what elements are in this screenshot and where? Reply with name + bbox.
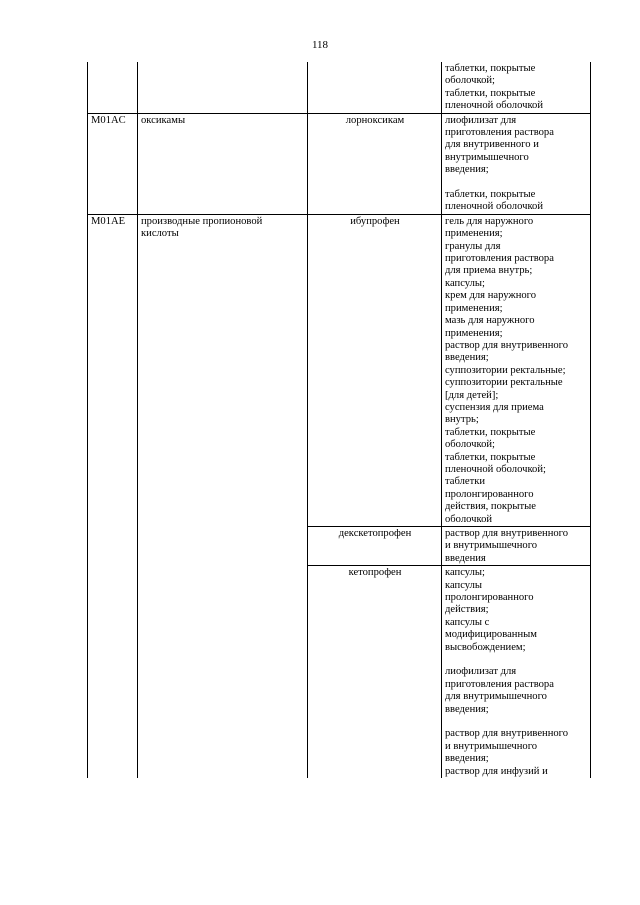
dosage-form-line: таблетки, покрытые	[445, 451, 536, 463]
dosage-form-line: оболочкой;	[445, 439, 495, 451]
dosage-form-line: приготовления раствора	[445, 127, 554, 139]
dosage-form-line: суспензия для приема	[445, 401, 544, 413]
dosage-form-line: пленочной оболочкой	[445, 201, 544, 213]
group-name-line: производные пропионовой	[141, 215, 263, 227]
dosage-form-line: капсулы	[445, 579, 483, 591]
drug-name: ибупрофен	[350, 215, 400, 227]
dosage-form-line: введения;	[445, 352, 489, 364]
dosage-form-line: [для детей];	[445, 389, 499, 401]
group-name-cell	[138, 62, 308, 113]
dosage-form-line	[445, 654, 588, 666]
atc-code: M01AE	[91, 215, 126, 227]
dosage-form-line: таблетки, покрытые	[445, 426, 536, 438]
dosage-form-line: капсулы;	[445, 277, 485, 289]
dosage-form-line: раствор для внутривенного	[445, 528, 569, 540]
dosage-form-line: введения;	[445, 703, 489, 715]
group-name-line: оксикамы	[141, 114, 186, 126]
page-number: 118	[311, 39, 329, 51]
drug-name: кетопрофен	[348, 567, 402, 579]
dosage-forms-cell	[442, 214, 591, 526]
table-row	[88, 214, 591, 526]
dosage-form-line: применения;	[445, 327, 503, 339]
dosage-form-line	[445, 177, 588, 189]
drug-name-cell	[308, 527, 442, 566]
atc-code-cell	[88, 214, 138, 526]
dosage-form-line: и внутримышечного	[445, 740, 538, 752]
group-name-cell	[138, 566, 308, 778]
dosage-form-line: внутрь;	[445, 414, 479, 426]
dosage-form-line: введения;	[445, 753, 489, 765]
dosage-form-line: модифицированным	[445, 629, 537, 641]
dosage-form-line: введения	[445, 552, 486, 564]
dosage-form-line: капсулы с	[445, 616, 490, 628]
atc-code-cell	[88, 113, 138, 214]
table-row	[88, 527, 591, 566]
drug-name: лорноксикам	[345, 114, 405, 126]
dosage-form-line: таблетки	[445, 476, 486, 488]
dosage-form-line: оболочкой;	[445, 75, 495, 87]
dosage-form-line: применения;	[445, 302, 503, 314]
dosage-form-line: и внутримышечного	[445, 540, 538, 552]
table-row	[88, 62, 591, 113]
dosage-form-line: для внутримышечного	[445, 691, 547, 703]
dosage-form-line: капсулы;	[445, 567, 485, 579]
atc-code-cell	[88, 527, 138, 566]
table-row	[88, 566, 591, 778]
dosage-form-line: раствор для внутривенного	[445, 728, 569, 740]
dosage-form-line: крем для наружного	[445, 290, 537, 302]
dosage-forms-cell	[442, 62, 591, 113]
group-name-cell	[138, 113, 308, 214]
dosage-form-line: введения;	[445, 164, 489, 176]
drug-name-cell	[308, 113, 442, 214]
dosage-form-line: пролонгированного	[445, 488, 534, 500]
dosage-form-line: приготовления раствора	[445, 253, 554, 265]
dosage-form-line: для приема внутрь;	[445, 265, 533, 277]
dosage-forms-cell	[442, 113, 591, 214]
dosage-form-line: приготовления раствора	[445, 678, 554, 690]
dosage-form-line: лиофилизат для	[445, 666, 517, 678]
group-name-line: кислоты	[141, 228, 179, 240]
dosage-form-line: суппозитории ректальные;	[445, 364, 566, 376]
dosage-form-line: суппозитории ректальные	[445, 377, 563, 389]
dosage-form-line: таблетки, покрытые	[445, 189, 536, 201]
dosage-form-line: раствор для инфузий и	[445, 765, 548, 777]
drug-name-cell	[308, 214, 442, 526]
dosage-form-line: таблетки, покрытые	[445, 63, 536, 74]
dosage-form-line: таблетки, покрытые	[445, 87, 536, 99]
dosage-forms-cell	[442, 566, 591, 778]
group-name-cell	[138, 214, 308, 526]
dosage-form-line	[445, 716, 588, 728]
drug-name-cell	[308, 566, 442, 778]
dosage-form-line: гранулы для	[445, 240, 501, 252]
table-row	[88, 113, 591, 214]
dosage-forms-cell	[442, 527, 591, 566]
dosage-form-line: пленочной оболочкой	[445, 100, 544, 112]
dosage-form-line: внутримышечного	[445, 151, 529, 163]
dosage-form-line: лиофилизат для	[445, 114, 517, 126]
atc-code: M01AC	[91, 114, 126, 126]
medication-table	[87, 62, 591, 778]
dosage-form-line: гель для наружного	[445, 215, 534, 227]
dosage-form-line: пленочной оболочкой;	[445, 463, 546, 475]
dosage-form-line: действия, покрытые	[445, 501, 536, 513]
dosage-form-line: применения;	[445, 228, 503, 240]
dosage-form-line: для внутривенного и	[445, 139, 539, 151]
drug-name-cell	[308, 62, 442, 113]
atc-code-cell	[88, 62, 138, 113]
dosage-form-line: высвобождением;	[445, 641, 526, 653]
atc-code-cell	[88, 566, 138, 778]
dosage-form-line: раствор для внутривенного	[445, 339, 569, 351]
group-name-cell	[138, 527, 308, 566]
dosage-form-line: пролонгированного	[445, 592, 534, 604]
dosage-form-line: мазь для наружного	[445, 315, 535, 327]
drug-name: декскетопрофен	[338, 528, 412, 540]
dosage-form-line: действия;	[445, 604, 489, 616]
dosage-form-line: оболочкой	[445, 513, 493, 525]
